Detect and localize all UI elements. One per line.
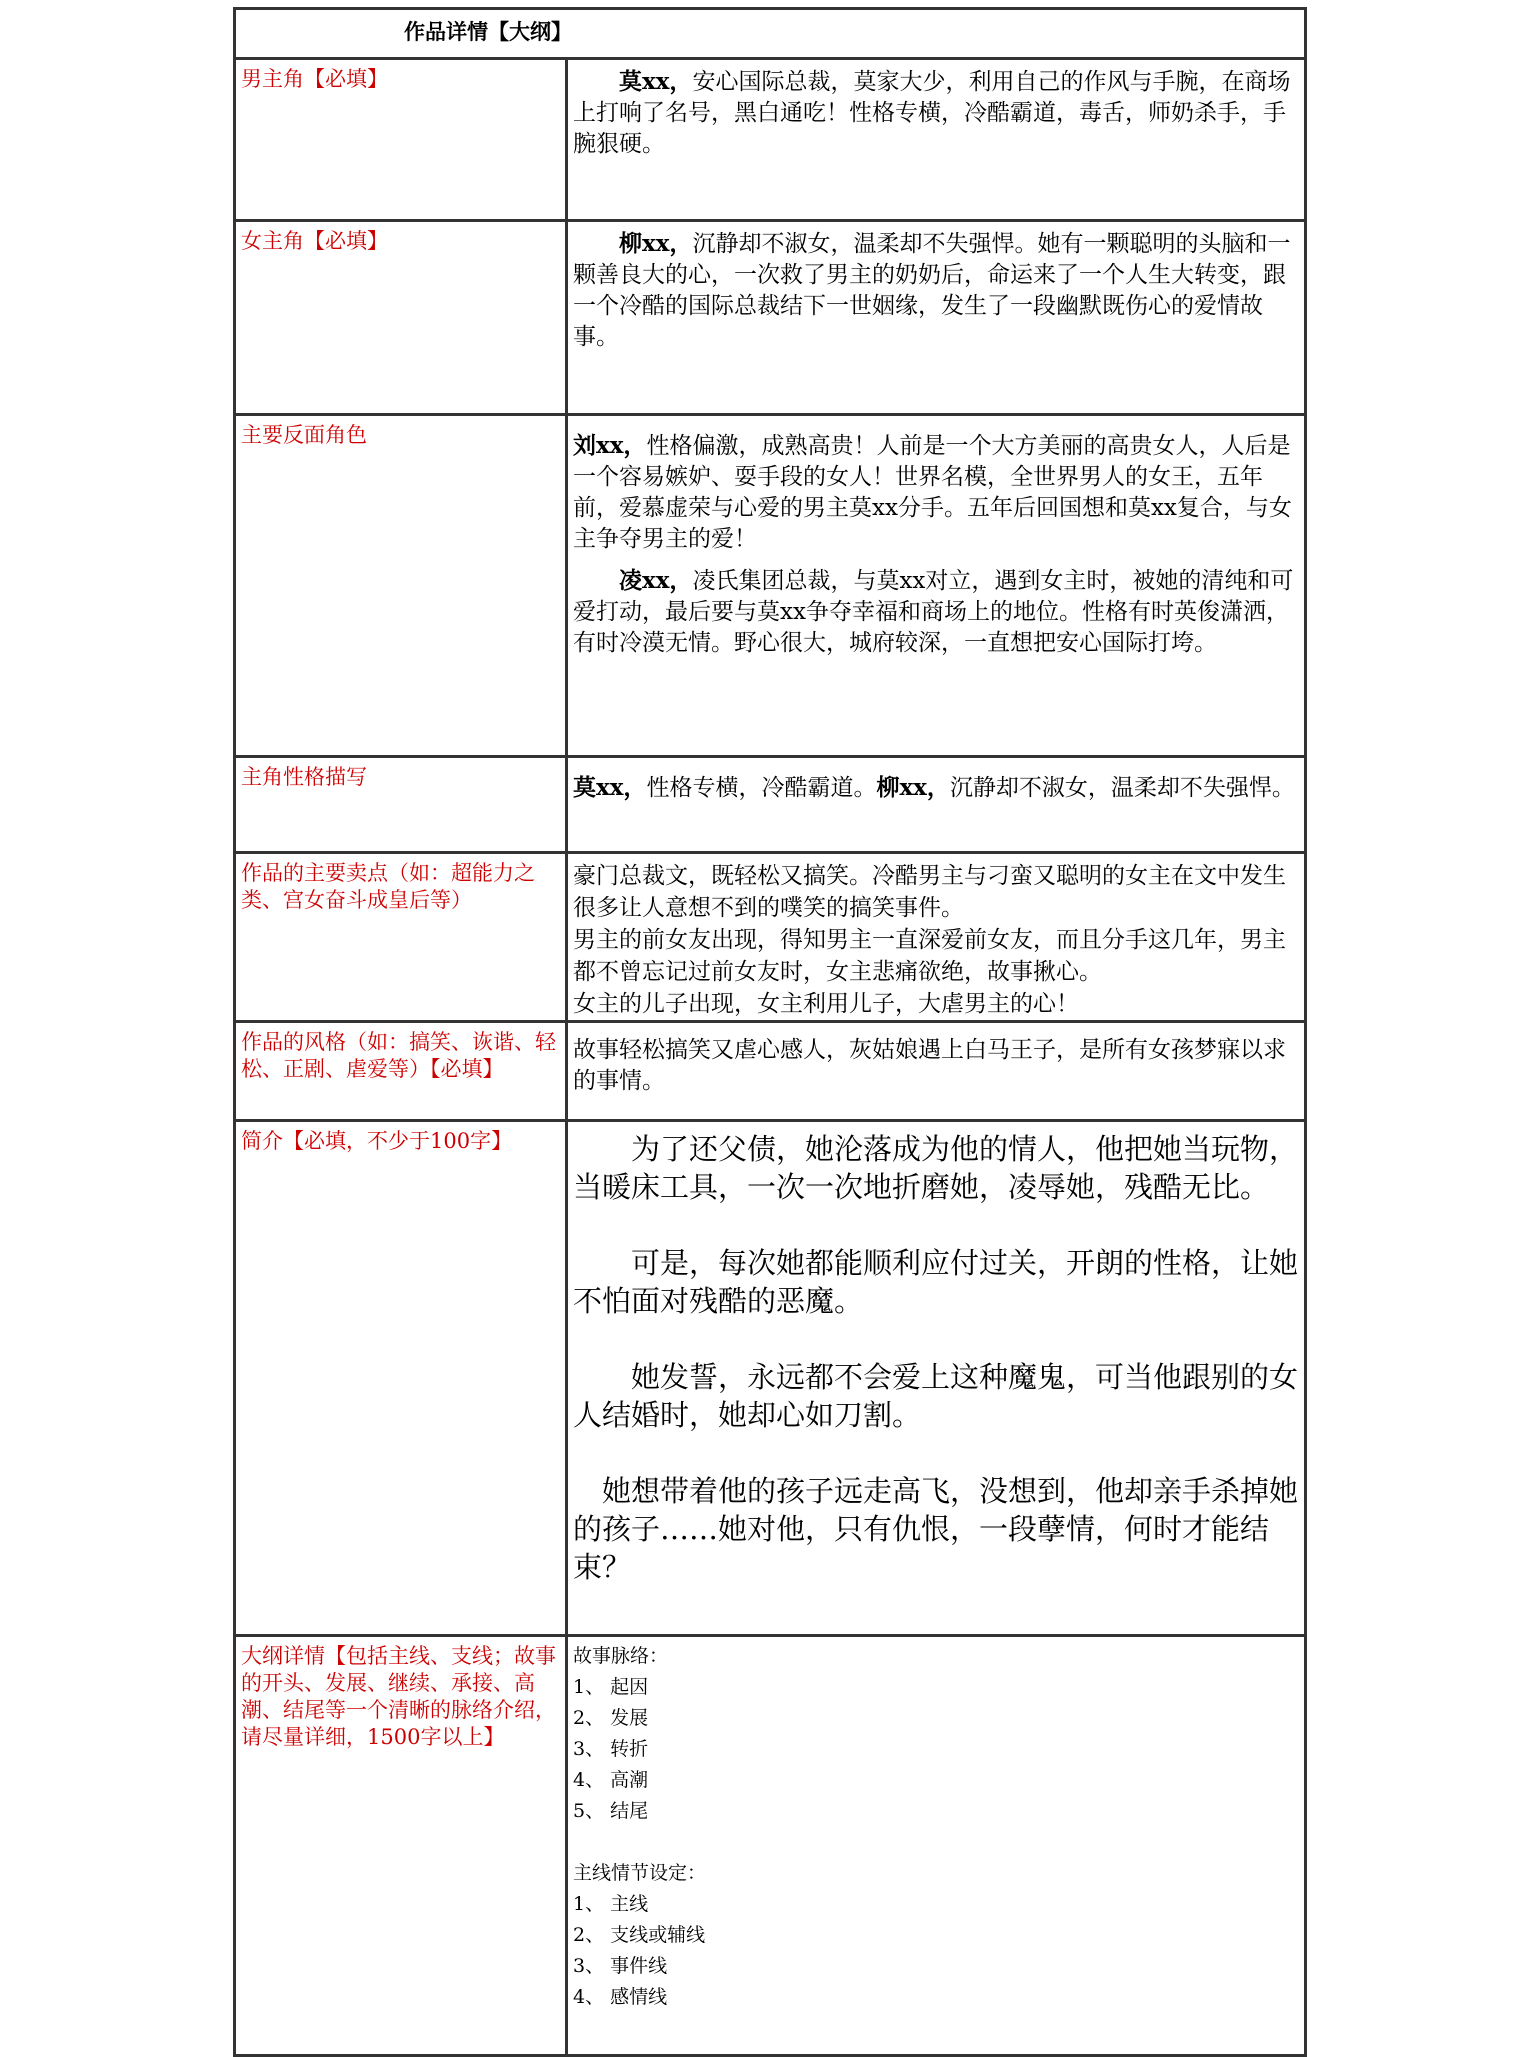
story-title: 故事脉络： — [573, 1645, 669, 1667]
female-lead-text: 沉静却不淑女，温柔却不失强悍。她有一颗聪明的头脑和一颗善良大的心，一次救了男主的奶奶后，命运来了一个人生大转变，跟一个冷酷的国际总裁结下一世姻缘，发生了一段幽默既伤心的爱情故事。 — [573, 231, 1291, 350]
selling-points-value — [567, 853, 1306, 1022]
personality-name-1: 莫xx， — [573, 774, 647, 801]
personality-value — [567, 757, 1306, 853]
style-value — [567, 1022, 1306, 1121]
plot-item: 1、 主线 — [573, 1893, 649, 1915]
personality-row — [235, 757, 1306, 853]
plot-title: 主线情节设定： — [573, 1862, 707, 1884]
synopsis-label: 简介【必填，不少于100字】 — [235, 1121, 567, 1636]
style-text: 故事轻松搞笑又虐心感人，灰姑娘遇上白马王子，是所有女孩梦寐以求的事情。 — [573, 1037, 1286, 1094]
personality-name-2: 柳xx， — [876, 774, 950, 801]
selling-point-line: 男主的前女友出现，得知男主一直深爱前女友，而且分手这几年，男主都不曾忘记过前女友时，女主悲痛欲绝，故事揪心。 — [573, 927, 1286, 985]
title-cell — [235, 9, 1306, 59]
female-lead-value — [567, 221, 1306, 415]
plot-item: 3、 事件线 — [573, 1955, 668, 1977]
selling-point-line: 豪门总裁文，既轻松又搞笑。冷酷男主与刁蛮又聪明的女主在文中发生很多让人意想不到的噗笑的搞笑事件。 — [573, 863, 1286, 921]
male-lead-text: 安心国际总裁，莫家大少，利用自己的作风与手腕，在商场上打响了名号，黑白通吃！性格专横，冷酷霸道，毒舌，师奶杀手，手腕狠硬。 — [573, 69, 1291, 157]
style-label: 作品的风格（如：搞笑、诙谐、轻松、正剧、虐爱等）【必填】 — [235, 1022, 567, 1121]
story-item: 1、 起因 — [573, 1676, 649, 1698]
synopsis-paragraph: 为了还父债，她沦落成为他的情人，他把她当玩物，当暖床工具，一次一次地折磨她，凌辱她，残酷无比。 — [573, 1132, 1299, 1204]
antagonists-value — [567, 415, 1306, 757]
plot-item: 4、 感情线 — [573, 1986, 668, 2008]
female-lead-row — [235, 221, 1306, 415]
female-lead-label: 女主角【必填】 — [235, 221, 567, 415]
male-lead-name: 莫xx， — [619, 68, 693, 95]
outline-value — [567, 1636, 1306, 2056]
antagonist-2-text: 凌氏集团总裁，与莫xx对立，遇到女主时，被她的清纯和可爱打动，最后要与莫xx争夺幸福和商场上的地位。性格有时英俊潇洒，有时冷漠无情。野心很大，城府较深，一直想把安心国际打垮。 — [573, 568, 1294, 656]
male-lead-label: 男主角【必填】 — [235, 59, 567, 221]
synopsis-paragraph: 可是，每次她都能顺利应付过关，开朗的性格，让她不怕面对残酷的恶魔。 — [573, 1246, 1299, 1318]
male-lead-row — [235, 59, 1306, 221]
story-item: 5、 结尾 — [573, 1800, 649, 1822]
story-item: 4、 高潮 — [573, 1769, 649, 1791]
synopsis-value — [567, 1121, 1306, 1636]
personality-label: 主角性格描写 — [235, 757, 567, 853]
synopsis-paragraph: 她想带着他的孩子远走高飞，没想到，他却亲手杀掉她的孩子……她对他，只有仇恨，一段孽情，何时才能结束？ — [573, 1474, 1299, 1584]
title-row — [235, 9, 1306, 59]
spacer — [573, 1827, 1300, 1858]
selling-points-label: 作品的主要卖点（如：超能力之类、宫女奋斗成皇后等） — [235, 853, 567, 1022]
antagonist-2-name: 凌xx， — [619, 567, 693, 594]
personality-text-2: 沉静却不淑女，温柔却不失强悍。 — [949, 775, 1295, 801]
outline-form-table — [233, 7, 1307, 2057]
synopsis-row — [235, 1121, 1306, 1636]
selling-points-row — [235, 853, 1306, 1022]
personality-text-1: 性格专横，冷酷霸道。 — [646, 775, 877, 801]
story-item: 2、 发展 — [573, 1707, 649, 1729]
antagonist-1-text: 性格偏激，成熟高贵！人前是一个大方美丽的高贵女人，人后是一个容易嫉妒、耍手段的女人！世界名模，全世界男人的女王，五年前，爱慕虚荣与心爱的男主莫xx分手。五年后回国想和莫xx复合，与女主争夺男主的爱！ — [573, 433, 1292, 552]
story-item: 3、 转折 — [573, 1738, 649, 1760]
plot-item: 2、 支线或辅线 — [573, 1924, 706, 1946]
male-lead-value — [567, 59, 1306, 221]
synopsis-paragraph: 她发誓，永远都不会爱上这种魔鬼，可当他跟别的女人结婚时，她却心如刀割。 — [573, 1360, 1299, 1432]
antagonists-row — [235, 415, 1306, 757]
selling-point-line: 女主的儿子出现，女主利用儿子，大虐男主的心！ — [573, 991, 1079, 1017]
antagonist-1-name: 刘xx， — [573, 432, 647, 459]
outline-label: 大纲详情【包括主线、支线；故事的开头、发展、继续、承接、高潮、结尾等一个清晰的脉络介绍，请尽量详细，1500字以上】 — [235, 1636, 567, 2056]
antagonists-label: 主要反面角色 — [235, 415, 567, 757]
female-lead-name: 柳xx， — [619, 230, 693, 257]
page-title: 作品详情【大纲】 — [404, 19, 572, 44]
style-row — [235, 1022, 1306, 1121]
outline-row — [235, 1636, 1306, 2056]
